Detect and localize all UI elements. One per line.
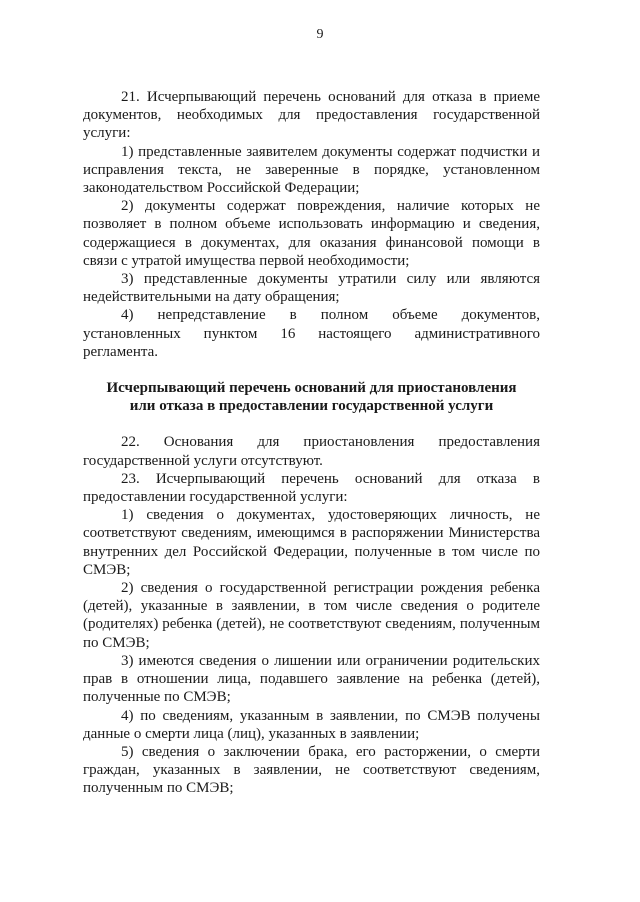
section-22: 22. Основания для приостановления предоставления государственной услуги отсутствуют.: [83, 434, 540, 469]
section-23-item-5: 5) сведения о заключении брака, его расторжении, о смерти граждан, указанных в заявлении, не соответствуют сведениям, полученным по СМЭВ;: [83, 743, 540, 797]
section-23-item-2: 2) сведения о государственной регистрации рождения ребенка (детей), указанные в заявлении, в том числе сведения о родителе (родителях) ребенка (детей), не соответствуют сведениям, полученным по СМЭВ;: [83, 580, 540, 651]
document-body: [83, 88, 540, 798]
section-heading-line-2: или отказа в предоставлении государственной услуги: [129, 398, 494, 415]
section-21-item-1: 1) представленные заявителем документы содержат подчистки и исправления текста, не заверенные в порядке, установленном законодательством Российской Федерации;: [83, 143, 540, 197]
section-23-item-4: 4) по сведениям, указанным в заявлении, по СМЭВ получены данные о смерти лица (лиц), указанных в заявлении;: [83, 707, 540, 742]
section-21-item-4: 4) непредставление в полном объеме документов, установленных пунктом 16 настоящего административного регламента.: [83, 307, 540, 360]
section-21-item-2: 2) документы содержат повреждения, наличие которых не позволяет в полном объеме использовать информацию и сведения, содержащиеся в документах, для оказания финансовой помощи в связи с утратой имущества первой необходимости;: [83, 198, 540, 269]
section-heading: [83, 379, 540, 415]
spacer: [83, 415, 540, 433]
section-23-item-3: 3) имеются сведения о лишении или ограничении родительских прав в отношении лица, подавшего заявление на ребенка (детей), полученные по СМЭВ;: [83, 652, 540, 706]
section-21-intro: 21. Исчерпывающий перечень оснований для отказа в приеме документов, необходимых для предоставления государственной услуги:: [83, 89, 540, 142]
section-21-item-3: 3) представленные документы утратили силу или являются недействительными на дату обращения;: [83, 271, 540, 306]
page-number: 9: [316, 27, 324, 42]
spacer: [83, 361, 540, 379]
section-23-item-1: 1) сведения о документах, удостоверяющих личность, не соответствуют сведениям, имеющимся в распоряжении Министерства внутренних дел Российской Федерации, полученные в том числе по СМЭВ;: [83, 507, 540, 578]
section-heading-line-1: Исчерпывающий перечень оснований для приостановления: [106, 380, 517, 397]
section-23-intro: 23. Исчерпывающий перечень оснований для отказа в предоставлении государственной услуги:: [83, 470, 540, 506]
